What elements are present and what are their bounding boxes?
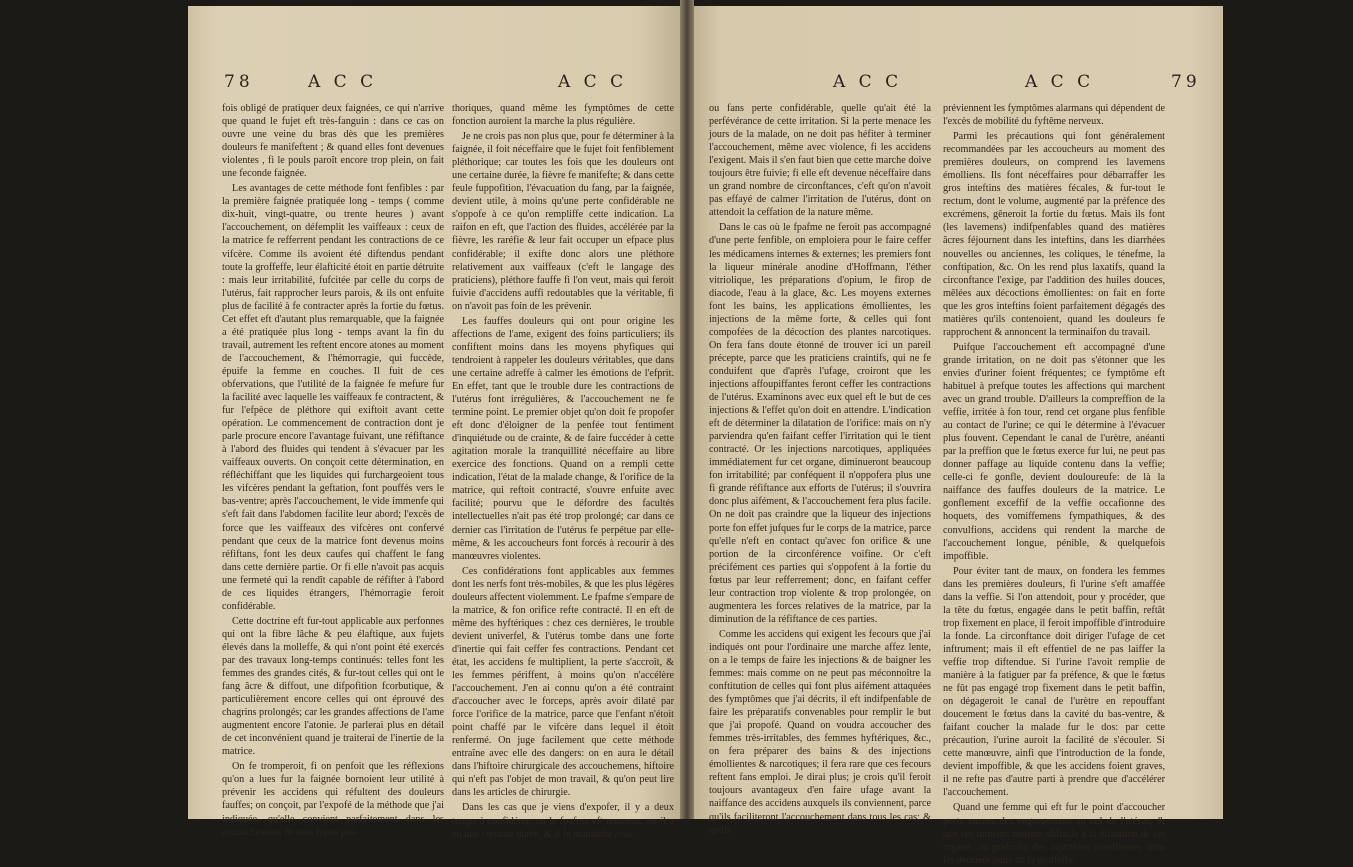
paragraph: Ces confidérations font applicables aux femmes dont les nerfs font très-mobiles, & que les plus légères douleurs affectent violemment. Le fpafme s'empare de la matrice, & fon orifice refte contracté. Il en eft de même des hyftériques : chez ces dernières, le trouble devient univerfel, & l'utérus tombe dans une forte d'inertie qui fait ceffer fes contractions. Pendant cet état, les accidens fe multiplient, la perte s'accroît, & les femmes périffent, à moins qu'on n'accélère l'accouchement. J'en ai connu qu'on a été contraint d'accoucher avec le forceps, après avoir dilaté par force l'orifice de la matrice, parce que l'enfant n'étoit point chaffé par le vifcère dans lequel il étoit renfermé. On juge facilement que cette méthode entraîne avec elle des dangers: on en aura le détail dans l'hiftoire chirurgicale des accouchemens, hiftoire qui n'eft pas l'objet de mon travail, & qu'on peut lire dans les articles de chirurgie. [452,565,675,799]
page-number: 79 [1171,72,1201,92]
running-head: A C C [833,72,903,92]
paragraph: préviennent les fymptômes alarmans qui dépendent de l'excès de mobilité du fyftême nerveux. [943,103,1165,128]
paragraph: Dans les cas que je viens d'expofer, il y a deux temps à confidérer; ou le fpafme eft nouveau, ou il a eu une certaine durée, & il fe manifefte avec [452,802,674,840]
paragraph: Les avantages de cette méthode font fenfibles : par la première faignée pratiquée long - temps ( comme dix-huit, vingt-quatre, ou trente heures ) avant l'accouchement, on défemplit les vaiffeaux : ceux de la matrice fe refferrent pendant les contractions de ce vifcère. Comme ils avoient été diftendus pendant toute la groffeffe, leur élafticité étoit en partie détruite : mais leur irritabilité, fufcitée par celle du corps de l'utérus, fait rapprocher leurs parois, & ils ont enfuite plus de facilité à fe contracter après la fortie du fœtus. Cet effet eft d'autant plus remarquable, que la faignée a été pratiquée plus long - temps avant la fin du travail, autrement les reftent encore atones au moment de l'accouchement, & l'hémorragie, qui fuccède, épuife la femme en couches. Il fuit de ces obfervations, que l'utilité de la faignée fe mefure fur la facilité avec laquelle les vaiffeaux fe contractent, & fur l'efpèce de pléthore qui exiftoit avant cette opération. Le commencement de contraction dont je parle procure encore l'avantage fuivant, une réfiftance à l'abord des fluides qui tendent à s'évacuer par les vaiffeaux ouverts. On conçoit cette détermination, en réfléchiffant que les liquides qui furchargeoient tous les vifcères pendant la geftation, font pouffés vers le bas-ventre; après l'accouchement, le vide immenfe qui s'eft fait dans l'abdomen facilite leur abord; l'excès de force que les vaiffeaux des vifcères ont confervé pendant que ceux de la matrice font devenus moins réfiftans, font les deux caufes qui chaffent le fang dans cette dernière partie. Or fi elle n'avoit pas acquis une fermeté qui la rendît capable de réfifter à l'abord de ces liquides étrangers, l'hémorragie feroit confidérable. [222,183,444,612]
paragraph: On fe tromperoit, fi on penfoit que les réflexions qu'on a lues fur la faignée bornoient leur utilité à prévenir les accidens qui réfultent des douleurs fauffes; on conçoit, par l'expofé de la méthode que j'ai indiquée, qu'elle convient parfaitement dans les accouchemens de tous fujets plé- [222,761,444,838]
paragraph: Puifque l'accouchement eft accompagné d'une grande irritation, on ne doit pas s'étonner que les envies d'uriner foient fréquentes; ce fymptôme eft habituel à prefque toutes les affections qui marchent avec un grand trouble. D'ailleurs la compreffion de la veffie, irritée à fon tour, rend cet organe plus fenfible au contact de l'urine; ce qui le détermine à l'évacuer plus fouvent. Cependant le canal de l'urètre, anéanti par la preffion que le fœtus exerce fur lui, ne peut pas donner paffage au liquide contenu dans la veffie; celle-ci fe gonfle, devient douloureufe: de là la naiffance des fauffes douleurs de la matrice. Le gonflement exceffif de la veffie occafionne des hoquets, des vomiffemens fympathiques, & des convulfions, accidens qui rendent la marche de l'accouchement longue, pénible, & quelquefois impoffible. [943,341,1165,562]
page-number: 78 [224,72,254,92]
open-book [140,0,1230,866]
text-column-2 [452,102,675,840]
paragraph: Quand une femme qui eft fur le point d'accoucher porte encore des engorgemens au col de l'utérus, & que ces tumeurs mettent obftacle à la dilatation de cet organe, on prefcrira des injections émollientes dans les derniers jours de la groffeffe: [943,802,1165,866]
running-head: A C C [308,72,378,92]
right-page [683,6,1223,866]
paragraph: Comme les accidens qui exigent les fecours que j'ai indiqués ont pour l'ordinaire une marche affez lente, on a le temps de faire les injections & de baigner les femmes: mais comme on ne peut pas méconnoître la conftitution de celles qui font plus aifément attaquées des fymptômes que j'ai décrits, il eft indifpenfable de faire les préparatifs convenables pour remplir le but que j'ai propofé. Quand on voudra accoucher des femmes très-irritables, des femmes hyftériques, &c., on fera préparer des bains & des injections émollientes & narcotiques; il fera rare que ces fecours reftent fans emploi. Je dirai plus; je crois qu'il feroit toujours avantageux d'en faire ufage avant la naiffance des accidens auxquels ils conviennent, parce qu'ils faciliteront l'accouchement dans tous les cas; & qu'ils [709,628,931,836]
paragraph: Je ne crois pas non plus que, pour fe déterminer à la faignée, il foit néceffaire que le fujet foit fenfiblement pléthorique; car toutes les fois que les douleurs ont une certaine durée, la fièvre fe manifefte; & dans cette feule fuppofition, l'évacuation du fang, par la faignée, devient utile, à moins qu'une perte confidérable ne s'oppofe à ce qu'on rempliffe cette indication. La raifon en eft, que l'action des fluides, accélérée par la fièvre, les raréfie & leur fait occuper un efpace plus confidérable; il exifte donc alors une pléthore relativement aux vaiffeaux (c'eft le langage des praticiens), pléthore fauffe fi l'on veut, mais qui feroit fuivie d'accidens auffi redoutables que la véritable, fi on n'avoit pas foin de les prévenir. [452,131,674,312]
book-gutter [680,0,694,819]
paragraph: Parmi les précautions qui font généralement recommandées par les accoucheurs au moment des premières douleurs, on comprend les lavemens émolliens. Ils font néceffaires pour débarraffer les gros inteftins des matières fécales, & fur-tout le rectum, dont le volume, augmenté par la préfence des excrémens, gêneroit la fortie du fœtus. Mais ils font (les lavemens) indifpenfables quand des matières âcres féjournent dans les inteftins, dans les diarrhées nouvelles ou anciennes, les coliques, le ténefme, la conftipation, &c. On les rend plus laxatifs, quand la circonftance l'exige, par l'addition des huiles douces, mêlées aux décoctions émollientes: on fait en forte que les gros inteftins foient parfaitement dégagés des matières qu'ils contenoient, quand les douleurs fe rapprochent & annoncent la terminaifon du travail. [943,131,1165,338]
running-head: A C C [558,72,628,92]
paragraph: Cette doctrine eft fur-tout applicable aux perfonnes qui ont la fibre lâche & peu élaftique, aux fujets élevés dans la molleffe, & qui n'ont point été exercés par des travaux long-temps continués: telles font les femmes des grandes cités, & fur-tout celles qui ont le fang âcre & diffout, une difpofition fcorbutique, & particulièrement encore celles qui ont éprouvé des chagrins prolongés; car les grandes affections de l'ame augmentent encore l'atonie. Je parlerai plus en détail de cet inconvénient quand je traiterai de l'inertie de la matrice. [222,615,445,758]
paragraph: Pour éviter tant de maux, on fondera les femmes dans les premières douleurs, fi l'urine s'eft amaffée dans la veffie. Si l'on attendoit, pour y procéder, que la tête du fœtus, engagée dans le petit baffin, reftât trop fixement en place, il feroit impoffible d'introduire la fonde. La circonftance doit diriger l'ufage de cet inftrument; mais il eft effentiel de ne pas laiffer la veffie trop diftendue. Si l'urine l'avoit remplie de manière à la fatiguer par fa préfence, & que le fœtus ne fût pas engagé trop fixement dans le petit baffin, on dégageroit le canal de l'urètre en repouffant doucement le fœtus dans la cavité du bas-ventre, & faifant coucher la malade fur le dos: par cette précaution, l'urine auroit la facilité de s'écouler. Si cette manœuvre, ainfi que l'introduction de la fonde, devient impoffible, & que les accidens foient graves, il ne refte pas d'autre parti à prendre que d'accélérer l'accouchement. [943,565,1165,799]
left-page-header [188,72,688,98]
text-column-1 [709,102,931,836]
text-column-2 [943,102,1165,866]
paragraph: thoriques, quand même les fymptômes de cette fonction auroient la marche la plus régulière. [452,103,674,128]
left-page [188,6,688,840]
paragraph: ou fans perte confidérable, quelle qu'ait été la perfévérance de cette irritation. Si la perte menace les jours de la malade, on ne doit pas héfiter à terminer l'accouchement, même avec violence, fi les accidens l'exigent. Mais il s'en faut bien que cette marche doive toujours être fuivie; fi elle eft devenue néceffaire dans un grand nombre de circonftances, c'eft qu'on n'avoit pas effayé de calmer l'irritation de l'utérus, dont on attendoit la ceffation de la nature même. [709,103,931,219]
paragraph: fois obligé de pratiquer deux faignées, ce qui n'arrive que quand le fujet eft très-fanguin : dans ce cas on ouvre une veine du bras dès que les premières douleurs fe manifeftent ; & quand elles font devenues violentes , fi le pouls paroît encore trop plein, on fait une feconde faignée. [222,103,444,180]
paragraph: Les fauffes douleurs qui ont pour origine les affections de l'ame, exigent des foins particuliers; ils confiftent moins dans les moyens phyfiques qui tendroient à rappeler les douleurs véritables, que dans une certaine adreffe à calmer les émotions de l'efprit. En effet, tant que le trouble dure les contractions de l'utérus font irrégulières, & l'accouchement ne fe termine point. Le premier objet qu'on doit fe propofer eft donc d'éloigner de la penfée tout fentiment d'inquiétude ou de crainte, & de faire fuccéder à cette agitation morale la tranquillité néceffaire au libre exercice des fonctions. Quand on a rempli cette indication, l'état de la malade change, & l'orifice de la matrice, qui reftoit contracté, s'ouvre enfuite avec facilité; pourvu que le défordre des facultés intellectuelles n'ait pas été trop prolongé; car dans ce dernier cas l'irritation de l'utérus fe perpétue par elle-même, & les accoucheurs font forcés à recourir à des manœuvres violentes. [452,315,674,562]
running-head: A C C [1025,72,1095,92]
right-page-header [683,72,1223,98]
paragraph: Dans le cas où le fpafme ne feroit pas accompagné d'une perte fenfible, on emploiera pour le faire ceffer les médicamens internes & externes; les premiers font la liqueur minérale anodine d'Hoffmann, l'éther vitriolique, les préparations d'opium, le firop de diacode, l'eau à la glace, &c. Les moyens externes font les bains, les applications émollientes, les injections de la même forte, & celles qui font compofées de la décoction des plantes narcotiques. On fera fans doute étonné de trouver ici un pareil précepte, parce que les praticiens craintifs, qui ne fe conduifent que d'après l'ufage, croiront que les injections affoupiffantes feront ceffer les contractions de l'utérus. Examinons avec eux quel eft le but de ces injections & l'effet qu'on doit en attendre. L'indication eft de déterminer la dilatation de l'orifice: mais on n'y parviendra qu'en faifant ceffer l'irritation qui le tient contracté. Or les injections narcotiques, appliquées immédiatement fur cet organe, diminueront beaucoup fon irritabilité; par conféquent il n'oppofera plus une fi grande réfiftance aux efforts de l'utérus; il s'ouvrira donc plus aifément, & l'accouchement fera plus facile. On ne doit pas craindre que la liqueur des injections porte fon effet jufques fur le corps de la matrice, parce qu'elle n'eft en contact qu'avec fon orifice & une portion de la circonférence voifine. Or c'eft précifément ces parties qui s'oppofent à la fortie du fœtus par leur refferrement; donc, en faifant ceffer leur contraction trop violente & trop prolongée, on augmentera les forces relatives de la matrice, par la diminution de la réfiftance de ces parties. [709,222,931,625]
text-column-1 [222,102,445,838]
